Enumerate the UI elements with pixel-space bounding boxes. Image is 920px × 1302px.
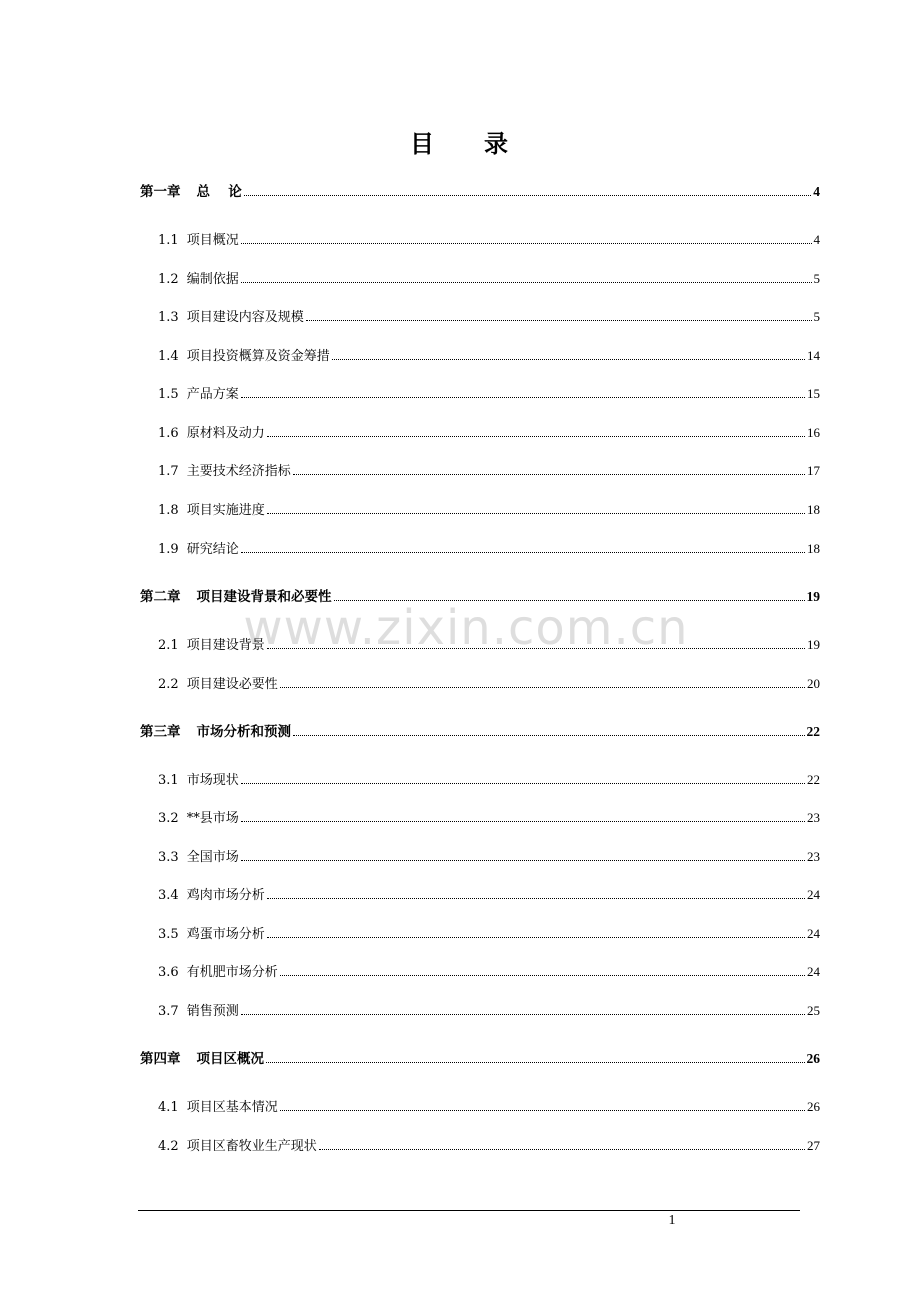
toc-section-entry[interactable] (158, 924, 820, 944)
toc-entry-label: 有机肥市场分析 (186, 965, 278, 980)
toc-entry-page: 18 (807, 502, 820, 517)
toc-entry-label: 市场分析和预测 (196, 724, 291, 740)
toc-entry-label: 项目建设背景和必要性 (196, 589, 332, 605)
title-char-2: 录 (484, 129, 510, 158)
toc-entry-number: 1.3 (158, 310, 179, 325)
toc-dot-leader (266, 1062, 805, 1063)
toc-section-entry[interactable] (158, 269, 820, 289)
toc-dot-leader (267, 513, 805, 514)
toc-section-entry[interactable] (158, 461, 820, 481)
toc-dot-leader (244, 195, 812, 196)
toc-section-entry[interactable] (158, 500, 820, 520)
toc-entry-number: 1.2 (158, 272, 179, 287)
toc-entry-number: 3.7 (158, 1004, 179, 1019)
toc-dot-leader (241, 783, 805, 784)
toc-entry-label: 鸡蛋市场分析 (186, 927, 265, 942)
toc-entry-page: 16 (807, 425, 820, 440)
toc-dot-leader (280, 687, 805, 688)
toc-entry-label: 项目区畜牧业生产现状 (186, 1139, 317, 1154)
toc-entry-page: 19 (806, 589, 820, 604)
toc-entry-number: 2.1 (158, 638, 179, 653)
toc-entry-label: 编制依据 (186, 272, 239, 287)
toc-chapter-entry[interactable] (140, 587, 820, 607)
toc-section-entry[interactable] (158, 1001, 820, 1021)
toc-entry-label: 鸡肉市场分析 (186, 888, 265, 903)
toc-dot-leader (267, 436, 805, 437)
toc-entry-page: 14 (807, 348, 820, 363)
toc-dot-leader (241, 397, 805, 398)
toc-chapter-entry[interactable] (140, 182, 820, 202)
toc-entry-number: 4.2 (158, 1139, 179, 1154)
toc-dot-leader (319, 1149, 805, 1150)
toc-entry-page: 4 (813, 184, 820, 199)
toc-dot-leader (280, 975, 805, 976)
toc-entry-number: 4.1 (158, 1100, 179, 1115)
toc-dot-leader (241, 552, 805, 553)
toc-entry-number: 3.5 (158, 927, 179, 942)
toc-entry-label: 项目投资概算及资金筹措 (186, 349, 330, 364)
toc-dot-leader (241, 1014, 805, 1015)
toc-entry-page: 5 (813, 271, 820, 286)
toc-entry-number: 1.9 (158, 542, 179, 557)
footer-divider (138, 1210, 800, 1211)
toc-entry-number: 3.3 (158, 850, 179, 865)
toc-section-entry[interactable] (158, 346, 820, 366)
toc-section-entry[interactable] (158, 962, 820, 982)
toc-dot-leader (267, 648, 805, 649)
toc-dot-leader (241, 282, 812, 283)
toc-entry-page: 22 (806, 724, 820, 739)
toc-entry-page: 26 (806, 1051, 820, 1066)
toc-dot-leader (241, 821, 805, 822)
toc-entry-label: 研究结论 (186, 542, 239, 557)
toc-section-entry[interactable] (158, 635, 820, 655)
toc-entry-page: 17 (807, 463, 820, 478)
toc-entry-number: 3.4 (158, 888, 179, 903)
toc-entry-number: 3.6 (158, 965, 179, 980)
toc-entry-number: 第三章 (140, 724, 181, 740)
toc-section-entry[interactable] (158, 539, 820, 559)
toc-section-entry[interactable] (158, 1097, 820, 1117)
toc-entry-page: 25 (807, 1003, 820, 1018)
toc-entry-label: 项目区基本情况 (186, 1100, 278, 1115)
title-char-1: 目 (410, 129, 436, 158)
toc-section-entry[interactable] (158, 230, 820, 250)
page-title (0, 124, 920, 159)
toc-entry-label: 项目建设必要性 (186, 677, 278, 692)
toc-entry-label: 市场现状 (186, 773, 239, 788)
toc-entry-page: 15 (807, 386, 820, 401)
toc-entry-page: 24 (807, 964, 820, 979)
toc-entry-page: 26 (807, 1099, 820, 1114)
toc-entry-page: 18 (807, 541, 820, 556)
toc-entry-page: 27 (807, 1138, 820, 1153)
toc-section-entry[interactable] (158, 384, 820, 404)
toc-entry-label: 项目建设背景 (186, 638, 265, 653)
toc-entry-label: 项目建设内容及规模 (186, 310, 304, 325)
toc-entry-number: 第一章 (140, 184, 181, 200)
toc-entry-number: 1.1 (158, 233, 179, 248)
toc-entry-number: 第四章 (140, 1051, 181, 1067)
toc-entry-page: 19 (807, 637, 820, 652)
toc-section-entry[interactable] (158, 674, 820, 694)
toc-entry-number: 第二章 (140, 589, 181, 605)
toc-entry-page: 23 (807, 849, 820, 864)
toc-dot-leader (293, 474, 805, 475)
toc-entry-page: 20 (807, 676, 820, 691)
toc-entry-page: 23 (807, 810, 820, 825)
toc-section-entry[interactable] (158, 885, 820, 905)
toc-entry-number: 1.4 (158, 349, 179, 364)
toc-dot-leader (267, 898, 805, 899)
toc-dot-leader (293, 735, 805, 736)
toc-chapter-entry[interactable] (140, 1049, 820, 1069)
toc-entry-number: 1.7 (158, 464, 179, 479)
toc-section-entry[interactable] (158, 423, 820, 443)
toc-section-entry[interactable] (158, 847, 820, 867)
toc-dot-leader (241, 860, 805, 861)
toc-entry-page: 24 (807, 887, 820, 902)
toc-entry-page: 5 (813, 309, 820, 324)
toc-entry-page: 22 (807, 772, 820, 787)
toc-section-entry[interactable] (158, 307, 820, 327)
toc-dot-leader (306, 320, 812, 321)
toc-entry-number: 3.1 (158, 773, 179, 788)
toc-entry-number: 1.5 (158, 387, 179, 402)
toc-entry-number: 1.8 (158, 503, 179, 518)
toc-entry-number: 3.2 (158, 811, 179, 826)
toc-entry-label: 项目区概况 (196, 1051, 264, 1067)
watermark: www.zixin.com.cn (243, 600, 689, 656)
toc-entry-label: 总 论 (196, 184, 242, 200)
toc-section-entry[interactable] (158, 770, 820, 790)
toc-entry-label: 项目实施进度 (186, 503, 265, 518)
toc-entry-page: 24 (807, 926, 820, 941)
toc-dot-leader (334, 600, 805, 601)
toc-dot-leader (280, 1110, 805, 1111)
toc-dot-leader (267, 937, 805, 938)
toc-entry-label: **县市场 (186, 811, 239, 826)
toc-entry-label: 产品方案 (186, 387, 239, 402)
toc-entry-label: 全国市场 (186, 850, 239, 865)
toc-chapter-entry[interactable] (140, 722, 820, 742)
toc-entry-label: 项目概况 (186, 233, 239, 248)
toc-entry-page: 4 (813, 232, 820, 247)
toc-entry-label: 主要技术经济指标 (186, 464, 291, 479)
toc-entry-label: 销售预测 (186, 1004, 239, 1019)
toc-dot-leader (241, 243, 812, 244)
toc-section-entry[interactable] (158, 808, 820, 828)
toc-section-entry[interactable] (158, 1136, 820, 1156)
toc-entry-number: 2.2 (158, 677, 179, 692)
toc-entry-number: 1.6 (158, 426, 179, 441)
footer-page-number: 1 (668, 1213, 676, 1228)
toc-dot-leader (332, 359, 805, 360)
toc-entry-label: 原材料及动力 (186, 426, 265, 441)
